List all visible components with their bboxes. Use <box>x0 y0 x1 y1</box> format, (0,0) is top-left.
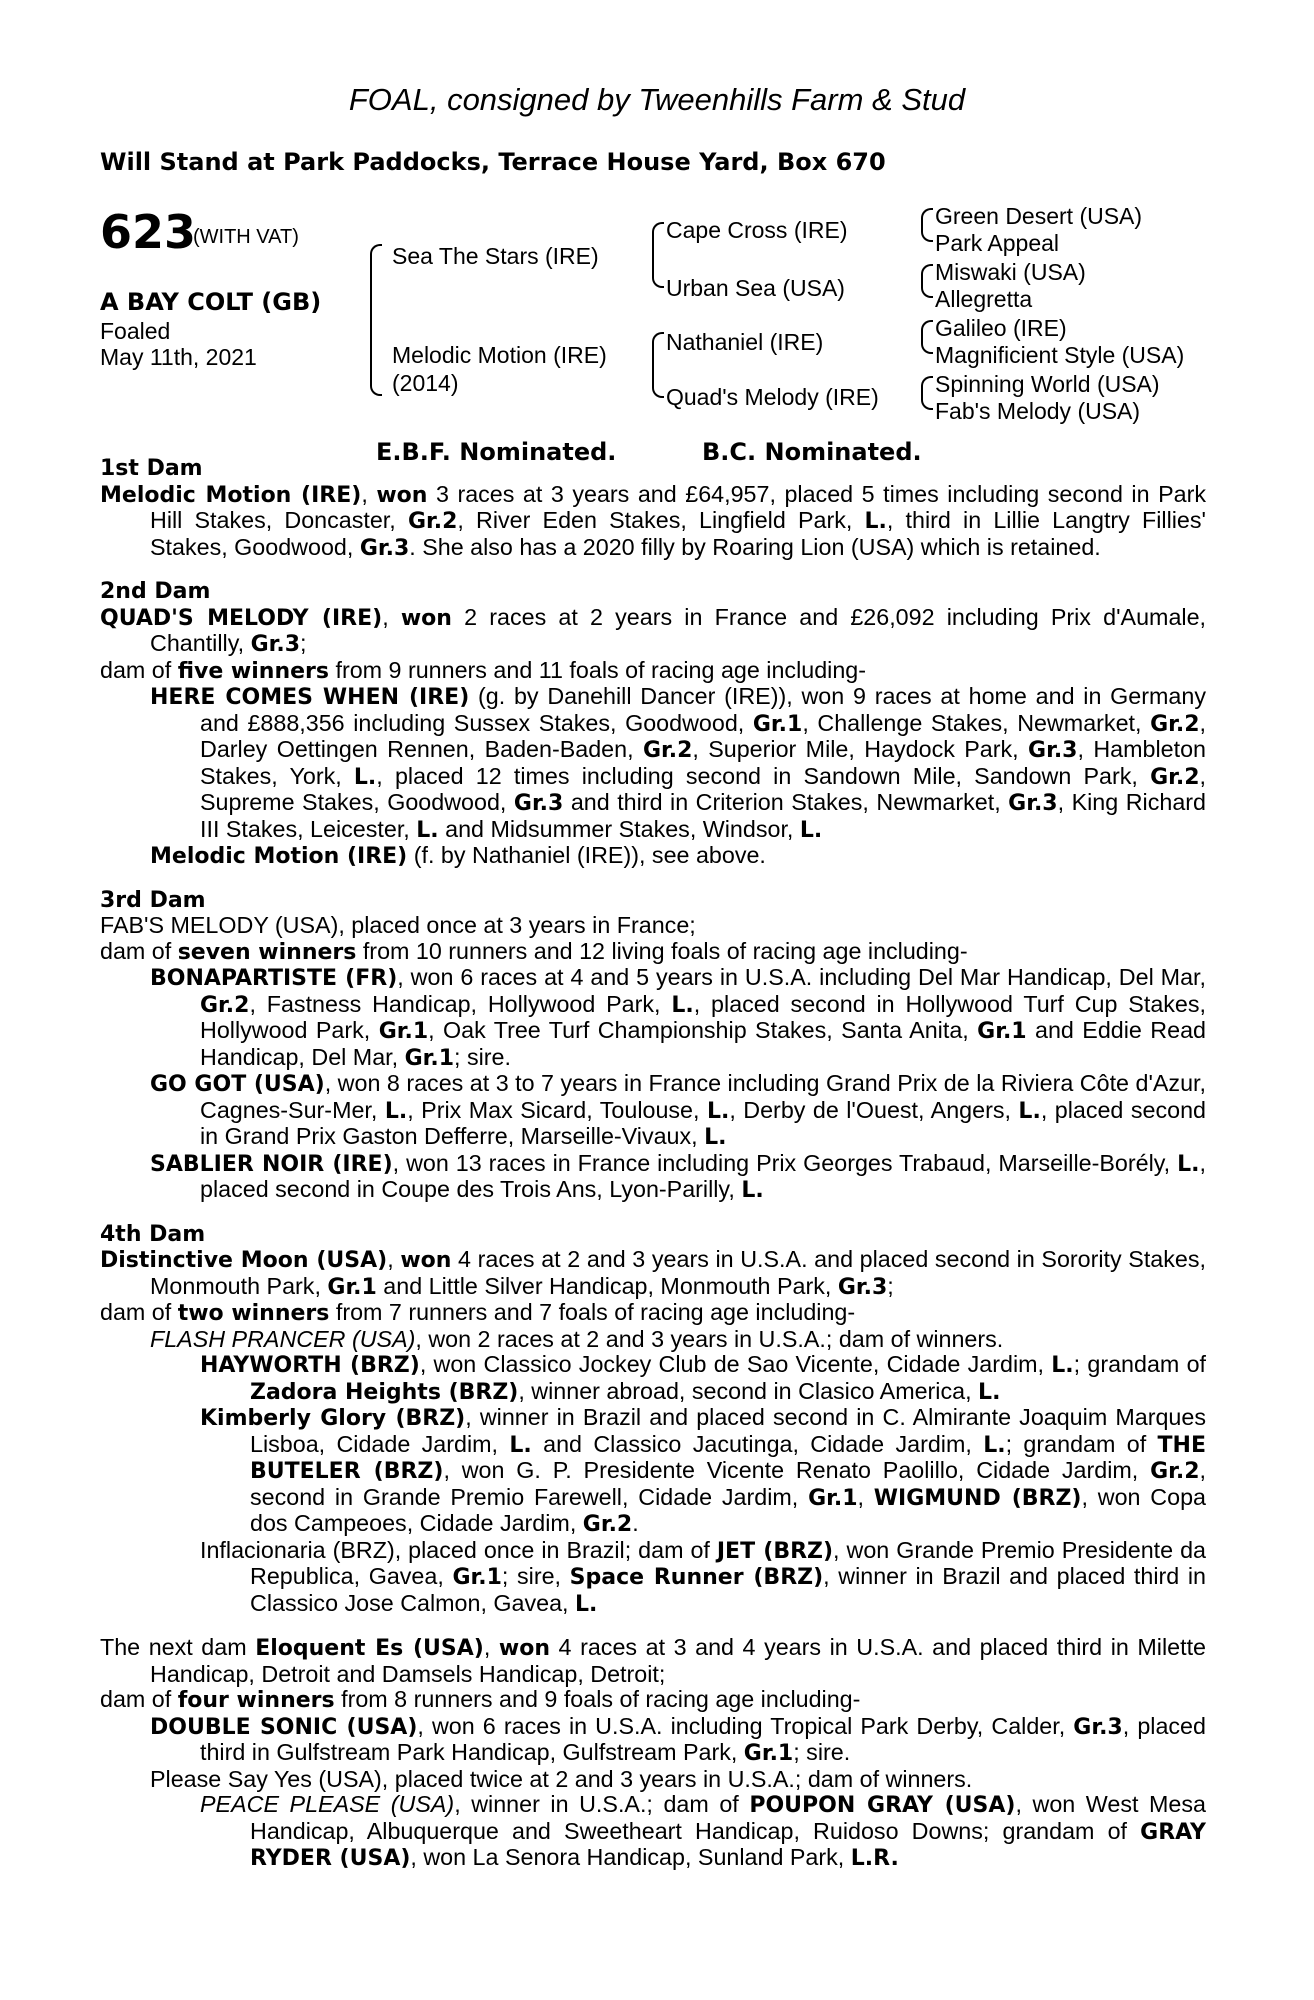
pedigree-brace <box>370 244 382 396</box>
pedigree-dam-dam: Quad's Melody (IRE) <box>666 384 879 410</box>
pedigree-g2: Park Appeal <box>935 230 1060 256</box>
pedigree-g6: Magnificient Style (USA) <box>935 342 1185 368</box>
pedigree-g4: Allegretta <box>935 286 1033 312</box>
pedigree-g7: Spinning World (USA) <box>935 371 1160 397</box>
produce-entry: Melodic Motion (IRE) (f. by Nathaniel (IRE)), see above. <box>150 842 766 869</box>
pedigree-brace <box>921 376 933 410</box>
produce-entry: FLASH PRANCER (USA), won 2 races at 2 and 3 years in U.S.A.; dam of winners. <box>150 1325 1004 1352</box>
produce-entry: DOUBLE SONIC (USA), won 6 races in U.S.A. including Tropical Park Derby, Calder, Gr.3, placed third in Gulfstream Park Handicap, Gulfstream Park, Gr.1; sire. <box>150 1712 1206 1766</box>
pedigree-dam: Melodic Motion (IRE) <box>392 342 607 368</box>
produce-entry: HERE COMES WHEN (IRE) (g. by Danehill Dancer (IRE)), won 9 races at home and in Germany and £888,356 including Sussex Stakes, Goodwood, Gr.1, Challenge Stakes, Newmarket, Gr.2, Darley Oettingen Rennen, Baden-Baden, Gr.2, Superior Mile, Haydock Park, Gr.3, Hambleton Stakes, York, L., placed 12 times including second in Sandown Mile, Sandown Park, Gr.2, Supreme Stakes, Goodwood, Gr.3 and third in Criterion Stakes, Newmarket, Gr.3, King Richard III Stakes, Leicester, L. and Midsummer Stakes, Windsor, L. <box>150 683 1207 843</box>
first-dam-heading: 1st Dam <box>100 456 203 481</box>
pedigree-g5: Galileo (IRE) <box>935 315 1067 341</box>
next-dam-produce: dam of four winners from 8 runners and 9 foals of racing age including- <box>100 1686 861 1713</box>
pedigree-dam-year: (2014) <box>392 370 459 396</box>
next-dam-paragraph: The next dam Eloquent Es (USA), won 4 races at 3 and 4 years in U.S.A. and placed third in Milette Handicap, Detroit and Damsels Handicap, Detroit; <box>100 1634 1206 1687</box>
bc-nomination: B.C. Nominated. <box>702 438 922 466</box>
pedigree-sire-sire: Cape Cross (IRE) <box>666 217 848 243</box>
produce-entry: HAYWORTH (BRZ), won Classico Jockey Club de Sao Vicente, Cidade Jardim, L.; grandam of Zadora Heights (BRZ), winner abroad, second in Clasico America, L. <box>200 1351 1206 1405</box>
third-dam-produce: dam of seven winners from 10 runners and 12 living foals of racing age including- <box>100 937 968 965</box>
produce-entry: Inflacionaria (BRZ), placed once in Brazil; dam of JET (BRZ), won Grande Premio Presidente da Republica, Gavea, Gr.1; sire, Space Runner (BRZ), winner in Brazil and placed third in Classico Jose Calmon, Gavea, L. <box>200 1536 1206 1617</box>
vat-note: (WITH VAT) <box>193 226 299 248</box>
catalogue-body <box>100 456 1206 1872</box>
foaled-label: Foaled <box>100 318 171 344</box>
second-dam-paragraph: QUAD'S MELODY (IRE), won 2 races at 2 years in France and £26,092 including Prix d'Aumale, Chantilly, Gr.3; <box>100 603 1207 657</box>
pedigree-brace <box>652 332 664 398</box>
pedigree-g3: Miswaki (USA) <box>935 259 1086 285</box>
ebf-nomination: E.B.F. Nominated. <box>376 438 617 466</box>
lot-number: 623 <box>100 205 197 259</box>
pedigree-dam-sire: Nathaniel (IRE) <box>666 329 824 355</box>
third-dam-heading: 3rd Dam <box>100 887 206 913</box>
lot-description: A BAY COLT (GB) <box>100 288 322 316</box>
pedigree-brace <box>921 264 933 298</box>
page-title: FOAL, consigned by Tweenhills Farm & Stud <box>348 82 966 117</box>
second-dam-heading: 2nd Dam <box>100 579 211 604</box>
foaled-date: May 11th, 2021 <box>100 344 257 370</box>
fourth-dam-produce: dam of two winners from 7 runners and 7 foals of racing age including- <box>100 1299 856 1326</box>
pedigree-brace <box>921 320 933 354</box>
pedigree-brace <box>652 222 664 288</box>
produce-entry: SABLIER NOIR (IRE), won 13 races in France including Prix Georges Trabaud, Marseille-Borély, L., placed second in Coupe des Trois Ans, Lyon-Parilly, L. <box>150 1149 1206 1203</box>
pedigree-g8: Fab's Melody (USA) <box>935 398 1141 424</box>
produce-entry: BONAPARTISTE (FR), won 6 races at 4 and 5 years in U.S.A. including Del Mar Handicap, Del Mar, Gr.2, Fastness Handicap, Hollywood Park, L., placed second in Hollywood Turf Cup Stakes, Hollywood Park, Gr.1, Oak Tree Turf Championship Stakes, Santa Anita, Gr.1 and Eddie Read Handicap, Del Mar, Gr.1; sire. <box>150 964 1207 1071</box>
third-dam-paragraph: FAB'S MELODY (USA), placed once at 3 years in France; <box>100 912 696 938</box>
produce-entry: Please Say Yes (USA), placed twice at 2 and 3 years in U.S.A.; dam of winners. <box>150 1765 973 1792</box>
second-dam-produce: dam of five winners from 9 runners and 11 foals of racing age including- <box>100 656 866 684</box>
pedigree-sire: Sea The Stars (IRE) <box>392 243 599 269</box>
produce-entry: GO GOT (USA), won 8 races at 3 to 7 years in France including Grand Prix de la Riviera Côte d'Azur, Cagnes-Sur-Mer, L., Prix Max Sicard, Toulouse, L., Derby de l'Ouest, Angers, L., placed second in Grand Prix Gaston Defferre, Marseille-Vivaux, L. <box>150 1070 1206 1150</box>
pedigree-g1: Green Desert (USA) <box>935 203 1143 229</box>
pedigree-sire-dam: Urban Sea (USA) <box>666 275 845 301</box>
produce-entry: PEACE PLEASE (USA), winner in U.S.A.; dam of POUPON GRAY (USA), won West Mesa Handicap, Albuquerque and Sweetheart Handicap, Ruidoso Downs; grandam of GRAY RYDER (USA), won La Senora Handicap, Sunland Park, L.R. <box>200 1791 1206 1871</box>
fourth-dam-heading: 4th Dam <box>100 1221 206 1247</box>
stand-location: Will Stand at Park Paddocks, Terrace House Yard, Box 670 <box>100 148 886 176</box>
fourth-dam-paragraph: Distinctive Moon (USA), won 4 races at 2 and 3 years in U.S.A. and placed second in Sorority Stakes, Monmouth Park, Gr.1 and Little Silver Handicap, Monmouth Park, Gr.3; <box>100 1246 1206 1300</box>
pedigree-brace <box>921 208 933 242</box>
first-dam-paragraph: Melodic Motion (IRE), won 3 races at 3 years and £64,957, placed 5 times including second in Park Hill Stakes, Doncaster, Gr.2, River Eden Stakes, Lingfield Park, L., third in Lillie Langtry Fillies' Stakes, Goodwood, Gr.3. She also has a 2020 filly by Roaring Lion (USA) which is retained. <box>100 480 1206 561</box>
produce-entry: Kimberly Glory (BRZ), winner in Brazil and placed second in C. Almirante Joaquim Marques Lisboa, Cidade Jardim, L. and Classico Jacutinga, Cidade Jardim, L.; grandam of THE BUTELER (BRZ), won G. P. Presidente Vicente Renato Paolillo, Cidade Jardim, Gr.2, second in Grande Premio Farewell, Cidade Jardim, Gr.1, WIGMUND (BRZ), won Copa dos Campeoes, Cidade Jardim, Gr.2. <box>200 1404 1206 1537</box>
foaled-info <box>100 318 257 370</box>
